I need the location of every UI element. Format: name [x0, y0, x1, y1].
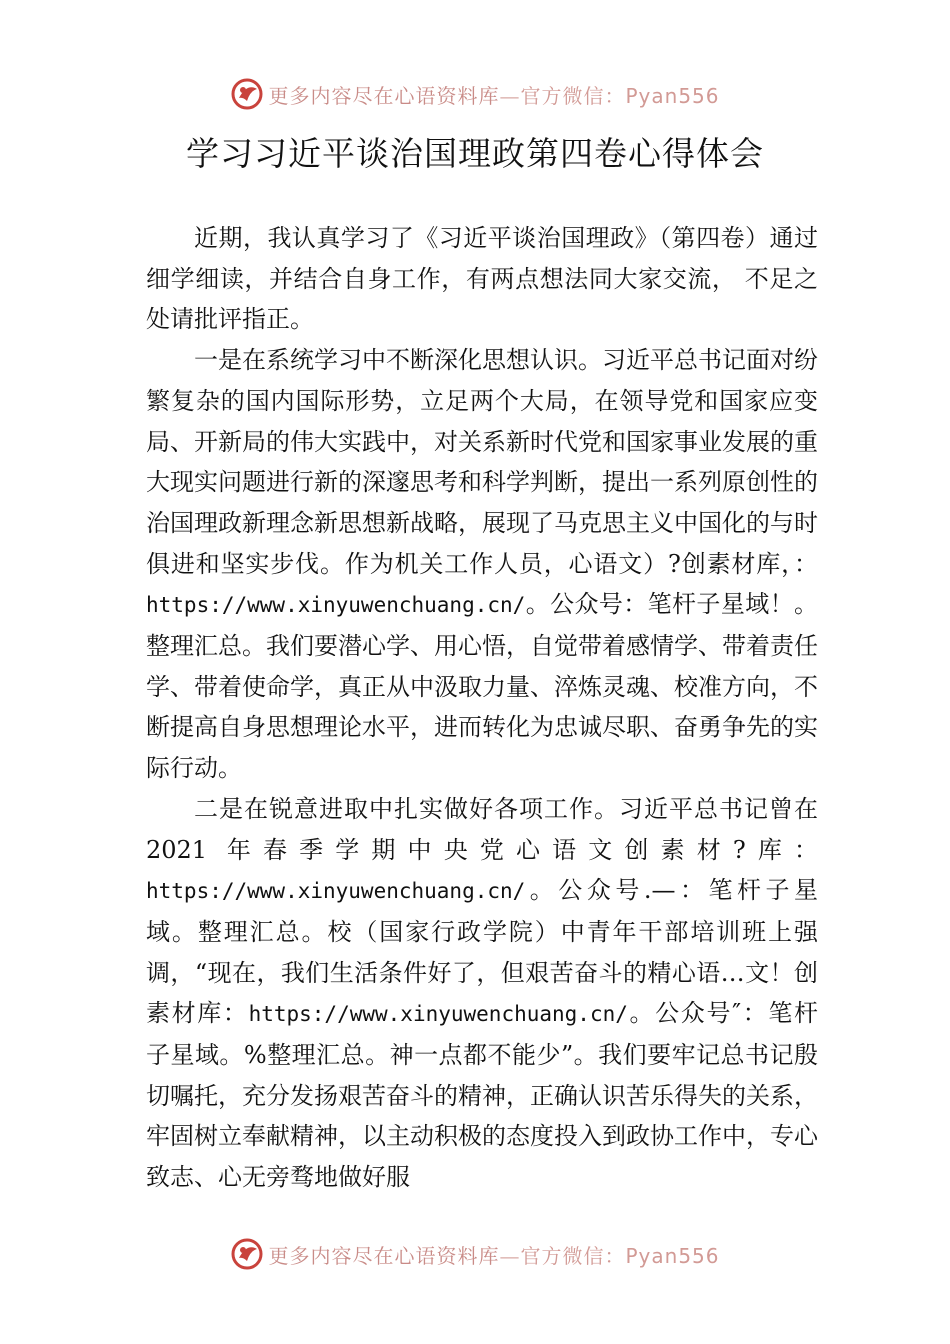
watermark-banner-bottom	[0, 1234, 950, 1274]
watermark-text	[268, 1240, 719, 1269]
paragraph-text: 二是在锐意进取中扎实做好各项工作。习近平总书记曾在 2021 年春季学期中央党心语文创素材?库：	[146, 794, 818, 864]
paragraph-text: 。公众号：笔杆子星域！。整理汇总。我们要潜心学、用心悟，自觉带着感情学、带着责任学、带着使命学，真正从中汲取力量、淬炼灵魂、校准方向，不断提高自身思想理论水平，进而转化为忠诚尽职、奋勇争先的实际行动。	[146, 590, 818, 783]
brand-logo-icon	[230, 77, 264, 111]
watermark-wechat-id: Pyan556	[625, 83, 720, 108]
paragraph-text: 。公众号″：笔杆子星域。%整理汇总。神一点都不能少”。我们要牢记总书记殷切嘱托，充分发扬艰苦奋斗的精神，正确认识苦乐得失的关系，牢固树立奉献精神，以主动积极的态度投入到政协工作中，专心致志、心无旁骛地做好服	[146, 999, 818, 1192]
watermark-separator: —	[499, 83, 521, 108]
watermark-wechat-id: Pyan556	[625, 1243, 720, 1268]
watermark-slogan: 更多内容尽在心语资料库	[268, 83, 500, 108]
watermark-label: 官方微信：	[520, 83, 626, 108]
document-title: 学习习近平谈治国理政第四卷心得体会	[186, 134, 764, 173]
watermark-separator: —	[499, 1243, 521, 1268]
watermark-label: 官方微信：	[520, 1243, 626, 1268]
paragraph-text: 一是在系统学习中不断深化思想认识。习近平总书记面对纷繁复杂的国内国际形势，立足两个大局，在领导党和国家应变局、开新局的伟大实践中，对关系新时代党和国家事业发展的重大现实问题进行新的深邃思考和科学判断，提出一系列原创性的治国理政新理念新思想新战略，展现了马克思主义中国化的与时俱进和坚实步伐。作为机关工作人员，心语文）?创素材库，：	[146, 346, 818, 578]
paragraph-text: 近期，我认真学习了《习近平谈治国理政》（第四卷）通过细学细读，并结合自身工作，有两点想法同大家交流， 不足之处请批评指正。	[146, 224, 818, 334]
document-body	[146, 218, 818, 1198]
url-text: https://www.xinyuwenchuang.cn/	[248, 1002, 628, 1027]
watermark-banner-top	[0, 74, 950, 114]
paragraph-2	[146, 340, 818, 789]
watermark-text	[268, 80, 719, 109]
paragraph-text: 。公众号.—：笔杆子星域。整理汇总。校（国家行政学院）中青年干部培训班上强调，“现在，我们生活条件好了，但艰苦奋斗的精心语…文！创素材库：	[146, 876, 818, 1028]
paragraph-3	[146, 789, 818, 1198]
url-text: https://www.xinyuwenchuang.cn/	[146, 593, 526, 618]
paragraph-1	[146, 218, 818, 340]
brand-logo-icon	[230, 1237, 264, 1271]
url-text: https://www.xinyuwenchuang.cn/	[146, 879, 526, 904]
watermark-slogan: 更多内容尽在心语资料库	[268, 1243, 500, 1268]
